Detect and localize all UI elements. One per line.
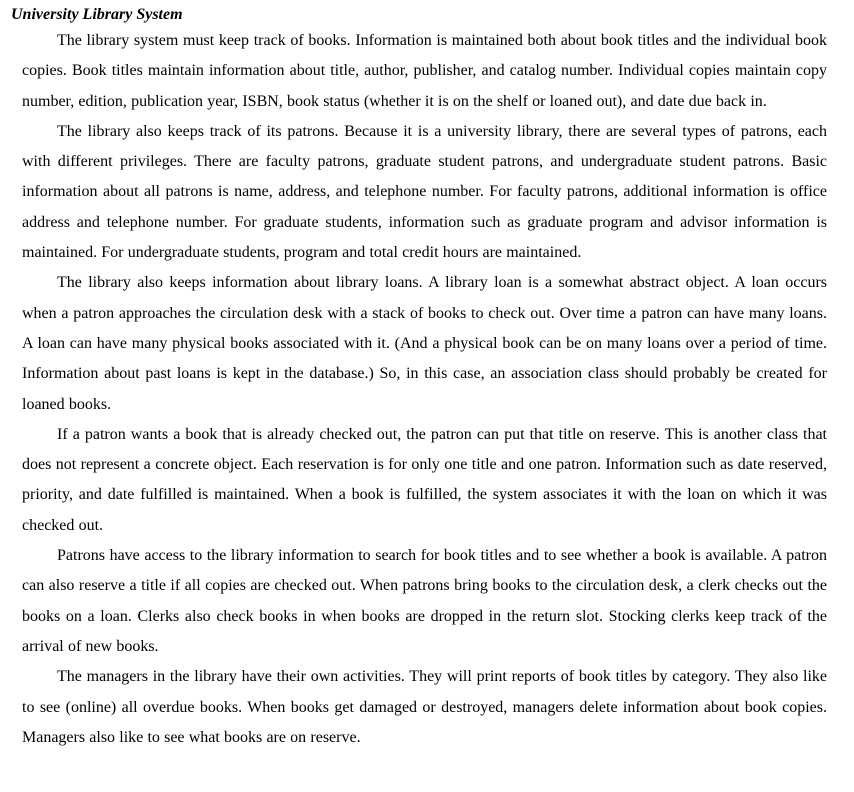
paragraph-reservations: If a patron wants a book that is already checked out, the patron can put that title on reserve. This is another class that does not represent a concrete object. Each reservation is for only one title and one patron. Information such as date reserved, priority, and date fulfilled is maintained. When a book is fulfilled, the system associates it with the loan on which it was checked out. (22, 425, 827, 534)
paragraph-books: The library system must keep track of books. Information is maintained both about book titles and the individual book copies. Book titles maintain information about title, author, publisher, and catalog number. Individual copies maintain copy number, edition, publication year, ISBN, book status (whether it is on the shelf or loaned out), and date due back in. (22, 32, 827, 110)
paragraph-manager-activities: The managers in the library have their own activities. They will print reports of book titles by category. They also like to see (online) all overdue books. When books get damaged or destroyed, managers delete information about book copies. Managers also like to see what books are on reserve. (22, 668, 827, 746)
document-title: University Library System (11, 6, 183, 23)
paragraph-patrons: The library also keeps track of its patrons. Because it is a university library, there are several types of patrons, each with different privileges. There are faculty patrons, graduate student patrons, and undergraduate student patrons. Basic information about all patrons is name, address, and telephone number. For faculty patrons, additional information is office address and telephone number. For graduate students, information such as graduate program and advisor information is maintained. For undergraduate students, program and total credit hours are maintained. (22, 122, 827, 262)
paragraph-patron-clerk-activities: Patrons have access to the library information to search for book titles and to see whether a book is available. A patron can also reserve a title if all copies are checked out. When patrons bring books to the circulation desk, a clerk checks out the books on a loan. Clerks also check books in when books are dropped in the return slot. Stocking clerks keep track of the arrival of new books. (22, 547, 827, 655)
paragraph-loans: The library also keeps information about library loans. A library loan is a somewhat abstract object. A loan occurs when a patron approaches the circulation desk with a stack of books to check out. Over time a patron can have many loans. A loan can have many physical books associated with it. (And a physical book can be on many loans over a period of time. Information about past loans is kept in the database.) So, in this case, an association class should probably be created for loaned books. (22, 274, 827, 413)
